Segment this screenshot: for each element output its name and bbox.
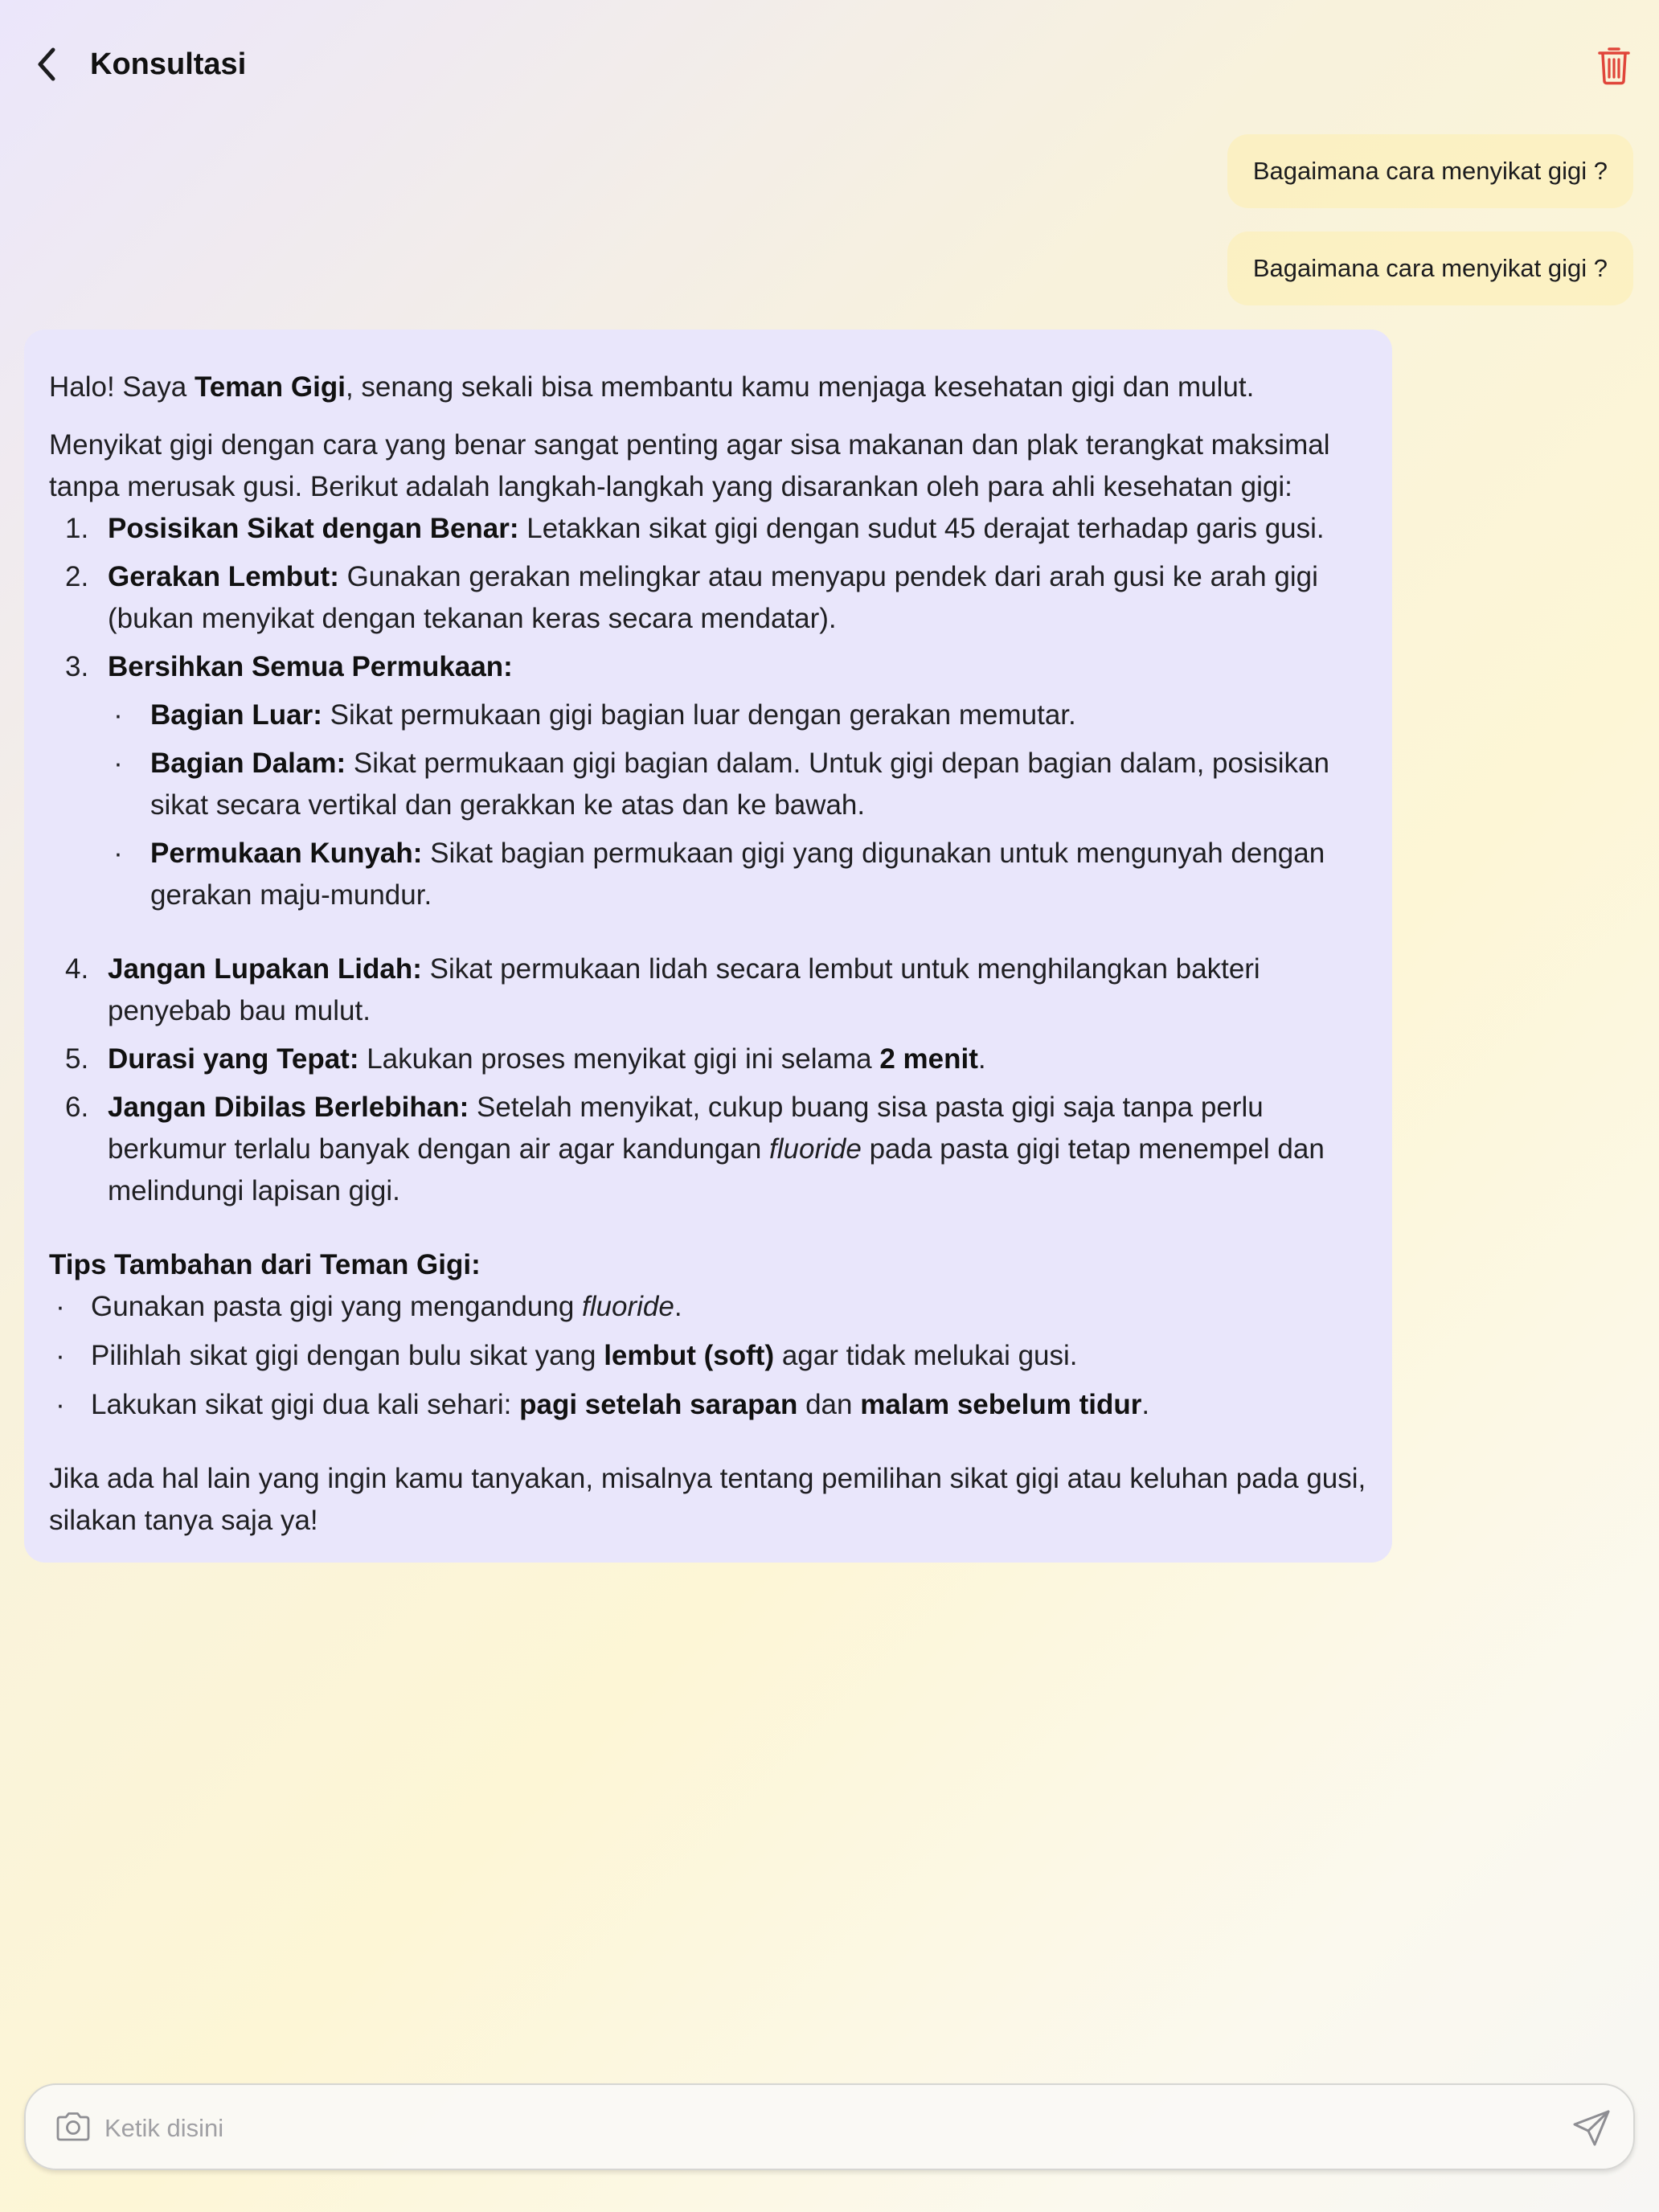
user-message-text: Bagaimana cara menyikat gigi ? xyxy=(1252,157,1608,185)
list-item: 6. Jangan Dibilas Berlebihan: Setelah menyikat, cukup buang sisa pasta gigi saja tanpa perlu berkumur terlalu banyak dengan air agar kandungan fluoride pada pasta gigi tetap menempel dan melindungi lapisan gigi. xyxy=(65,1092,1325,1206)
tips-heading: Tips Tambahan dari Teman Gigi: xyxy=(49,1249,481,1280)
intro-paragraph: Menyikat gigi dengan cara yang benar sangat penting agar sisa makanan dan plak terangkat maksimal tanpa merusak gusi. Berikut adalah langkah-langkah yang disarankan oleh para ahli kesehatan gigi: xyxy=(49,429,1330,502)
user-message-text: Bagaimana cara menyikat gigi ? xyxy=(1252,254,1608,282)
list-item: 3. Bersihkan Semua Permukaan: · Bagian Luar: Sikat permukaan gigi bagian luar dengan gerakan memutar. · Bagian Dalam: Sikat permukaan gigi bagian dalam. Untuk gigi depan bagian dalam, posisikan sikat secara vertikal dan gerakkan ke atas dan ke bawah. · Permukaan Kunyah: Sikat bagian permukaan gigi yang digunakan untuk mengunyah dengan gerakan maju-mundur. xyxy=(49,646,1368,942)
closing-paragraph: Jika ada hal lain yang ingin kamu tanyakan, misalnya tentang pemilihan sikat gigi atau keluhan pada gusi, silakan tanya saja ya! xyxy=(49,1463,1366,1536)
camera-icon xyxy=(55,2112,92,2142)
message-input[interactable] xyxy=(103,2104,1537,2153)
page-title: Konsultasi xyxy=(90,47,247,81)
user-message xyxy=(1227,134,1633,208)
assistant-message xyxy=(24,330,1392,1563)
message-composer xyxy=(24,2083,1635,2170)
list-item: 2. Gerakan Lembut: Gunakan gerakan melingkar atau menyapu pendek dari arah gusi ke arah gigi (bukan menyikat dengan tekanan keras secara mendatar). xyxy=(65,561,1318,634)
greeting-paragraph: Halo! Saya Teman Gigi, senang sekali bisa membantu kamu menjaga kesehatan gigi dan mulut. xyxy=(49,371,1255,403)
steps-list xyxy=(49,508,1368,1212)
user-message xyxy=(1227,231,1633,305)
list-item: 5. Durasi yang Tepat: Lakukan proses menyikat gigi ini selama 2 menit. xyxy=(65,1043,986,1075)
list-item: · Pilihlah sikat gigi dengan bulu sikat yang lembut (soft) agar tidak melukai gusi. xyxy=(55,1340,1078,1371)
list-item: · Bagian Dalam: Sikat permukaan gigi bagian dalam. Untuk gigi depan bagian dalam, posisikan sikat secara vertikal dan gerakkan ke atas dan ke bawah. xyxy=(113,748,1329,821)
send-button[interactable] xyxy=(1567,2104,1616,2153)
back-button[interactable] xyxy=(27,42,66,87)
list-item: · Gunakan pasta gigi yang mengandung fluoride. xyxy=(55,1291,682,1322)
camera-button[interactable] xyxy=(53,2109,93,2144)
app-header xyxy=(0,0,1659,129)
list-item: · Permukaan Kunyah: Sikat bagian permukaan gigi yang digunakan untuk mengunyah dengan gerakan maju-mundur. xyxy=(113,838,1325,911)
trash-icon xyxy=(1597,45,1631,85)
tips-list xyxy=(49,1286,1368,1426)
list-item: · Bagian Luar: Sikat permukaan gigi bagian luar dengan gerakan memutar. xyxy=(113,699,1076,731)
delete-chat-button[interactable] xyxy=(1590,40,1638,90)
surfaces-list xyxy=(108,694,1368,916)
chevron-left-icon xyxy=(35,47,58,82)
send-icon xyxy=(1571,2108,1612,2149)
list-item: · Lakukan sikat gigi dua kali sehari: pagi setelah sarapan dan malam sebelum tidur. xyxy=(55,1389,1150,1420)
list-item: 4. Jangan Lupakan Lidah: Sikat permukaan lidah secara lembut untuk menghilangkan bakteri penyebab bau mulut. xyxy=(65,953,1260,1026)
list-item: 1. Posisikan Sikat dengan Benar: Letakkan sikat gigi dengan sudut 45 derajat terhadap garis gusi. xyxy=(65,513,1325,544)
